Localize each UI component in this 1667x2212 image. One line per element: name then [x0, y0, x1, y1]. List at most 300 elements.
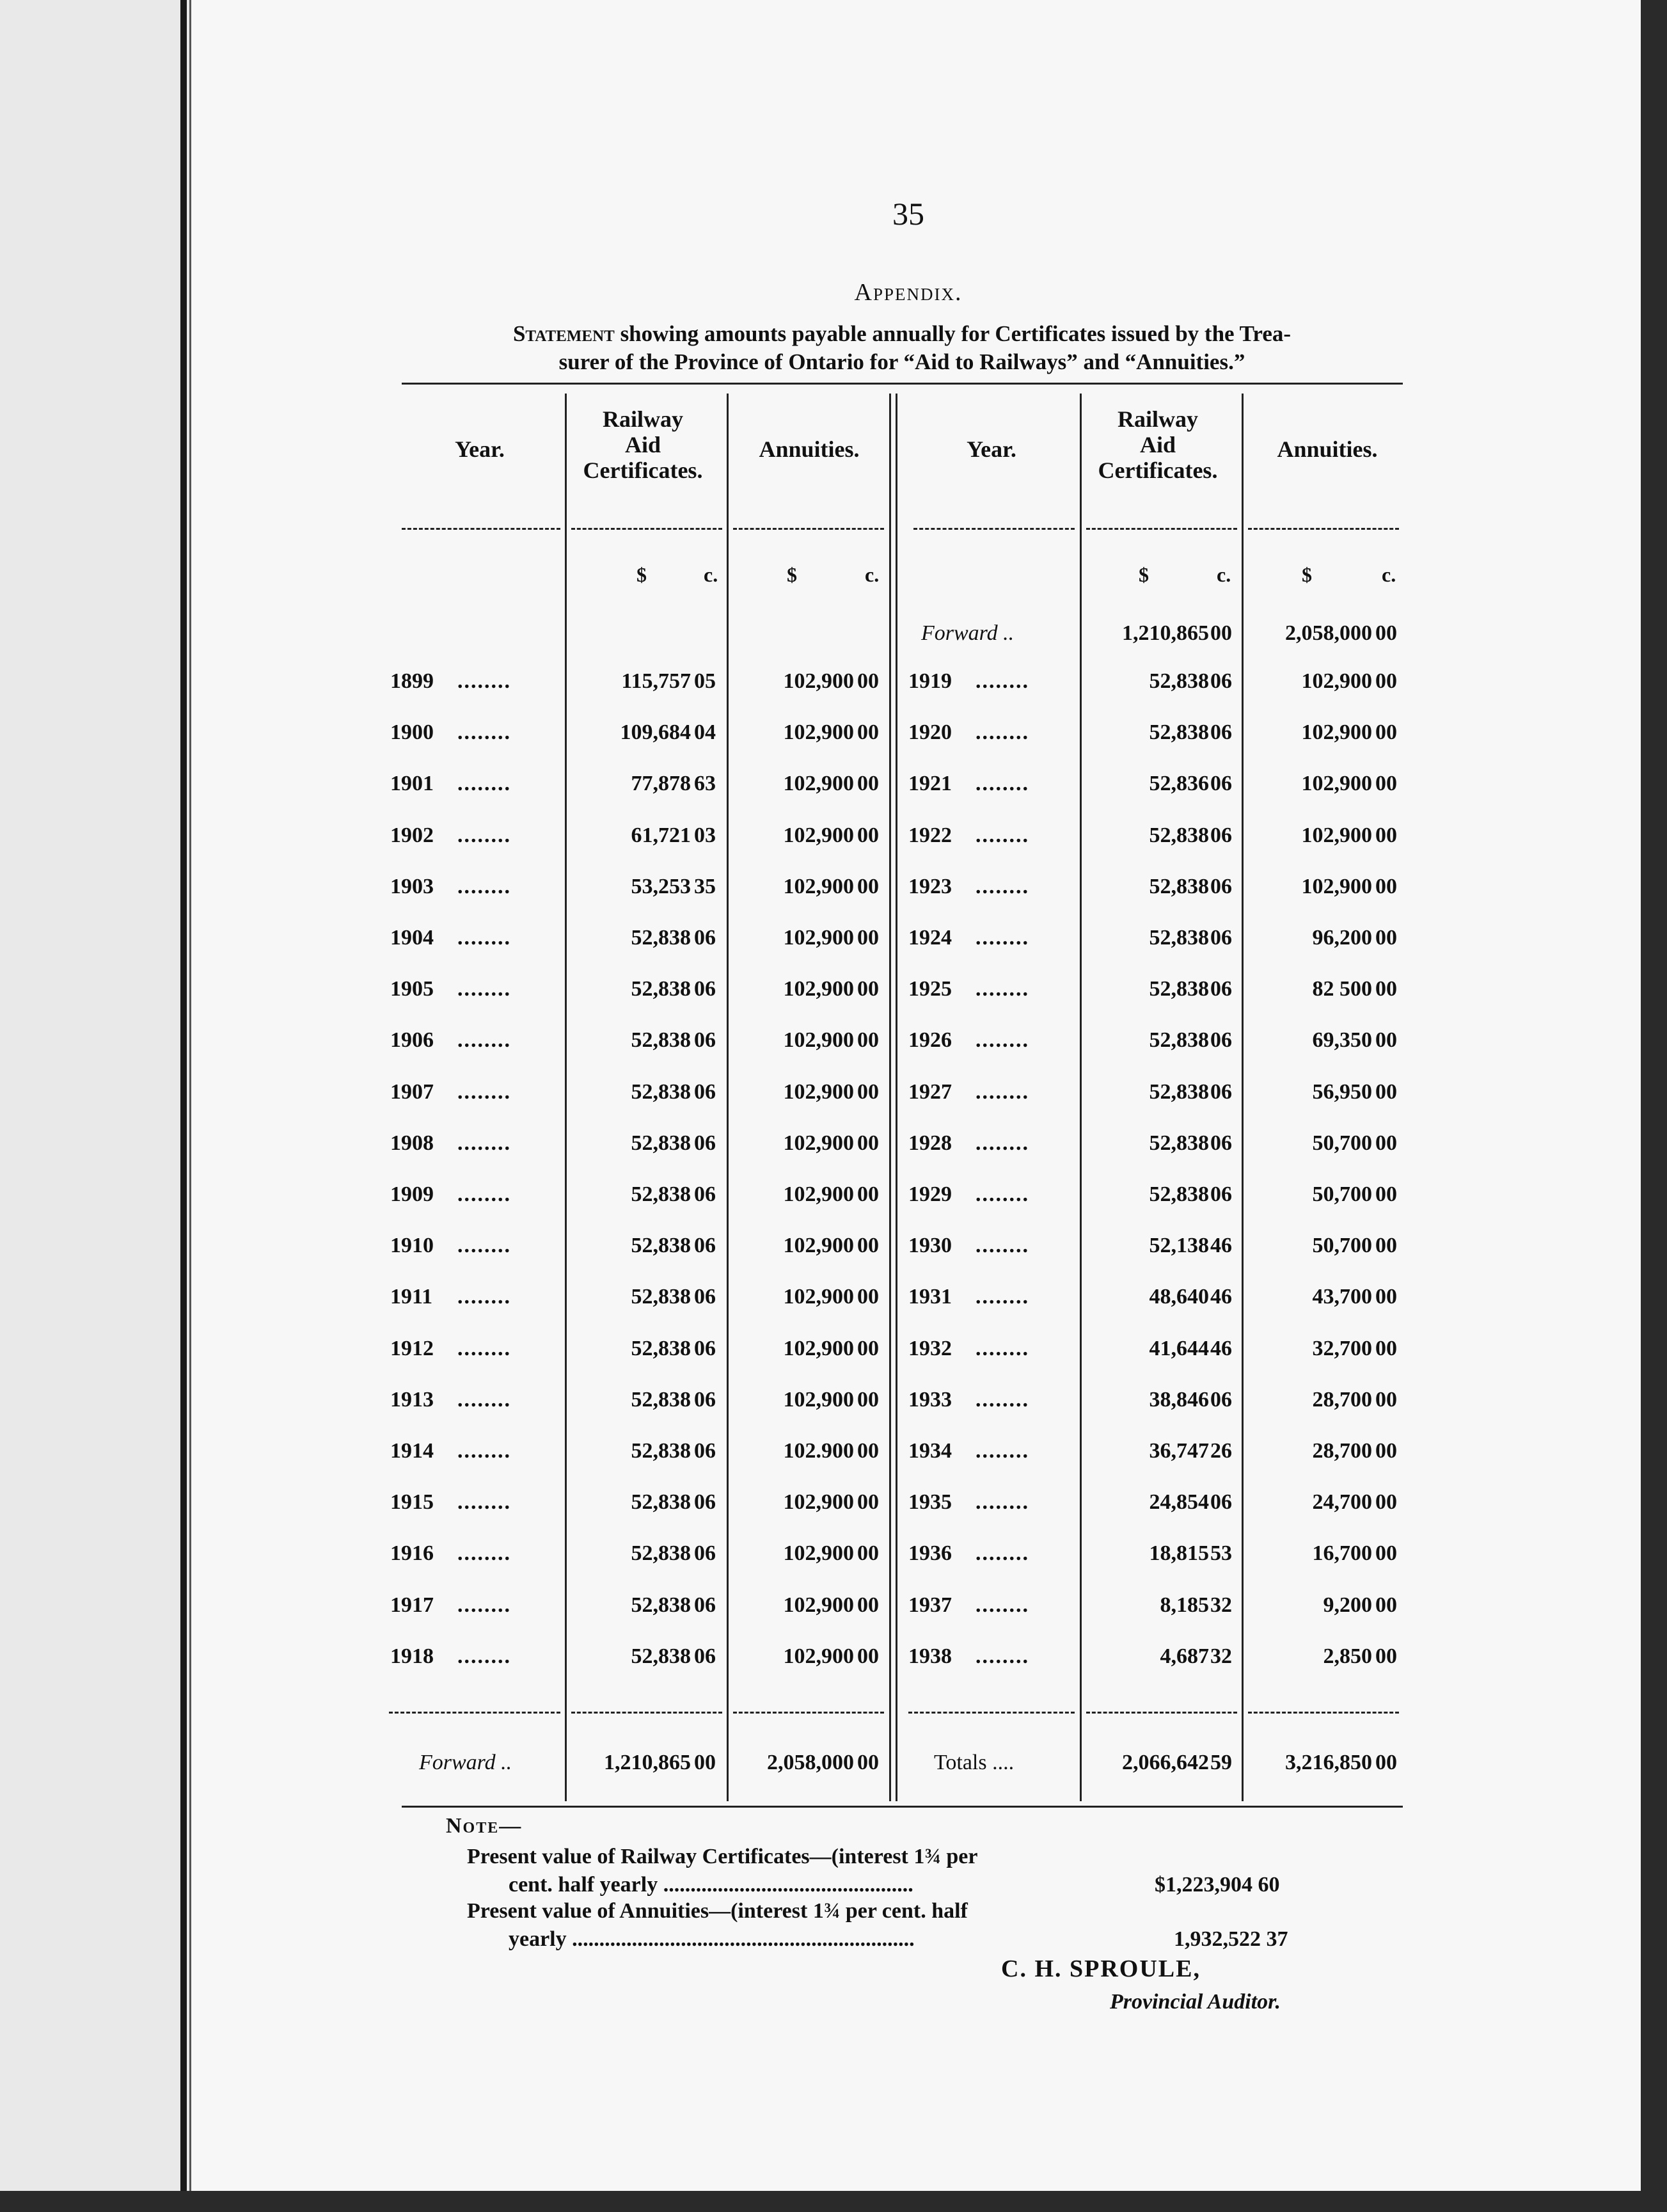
leader-dots: ........: [457, 1490, 511, 1515]
table-row: [902, 919, 1407, 957]
row-year: 1936: [908, 1541, 952, 1566]
page-edge-bottom: [0, 2191, 1667, 2212]
table-row: [384, 1021, 889, 1060]
row-annuities-dollars: 96,200: [1312, 926, 1372, 950]
leader-dots: ........: [457, 720, 511, 745]
row-annuities-cents: 00: [1375, 720, 1397, 745]
table-row: [902, 1175, 1407, 1214]
row-annuities-dollars: 102,900: [783, 977, 854, 1001]
table-row: [902, 1330, 1407, 1368]
row-railway-dollars: 52,838: [631, 1234, 691, 1258]
binding-edge: [180, 0, 187, 2212]
leader-dots: ........: [976, 1079, 1029, 1104]
footer-totals-annuities-dollars: 3,216,850: [1285, 1751, 1372, 1774]
row-railway-dollars: 52,838: [631, 1593, 691, 1617]
row-annuities-dollars: 32,700: [1312, 1336, 1372, 1360]
row-year: 1904: [390, 926, 434, 950]
row-annuities-cents: 00: [1375, 1644, 1397, 1668]
table-row: [902, 1637, 1407, 1676]
row-annuities-cents: 00: [1375, 1285, 1397, 1309]
row-year: 1911: [390, 1285, 433, 1309]
table-row: [902, 713, 1407, 752]
table-row: [902, 1021, 1407, 1060]
row-annuities-dollars: 102,900: [1301, 874, 1372, 898]
table-row: [384, 1124, 889, 1163]
row-year: 1920: [908, 720, 952, 745]
leader-dots: ........: [976, 1439, 1029, 1463]
leader-dots: ........: [457, 1182, 511, 1206]
row-annuities-dollars: 102,900: [783, 1541, 854, 1566]
leader-dots: ........: [976, 1541, 1029, 1566]
row-railway-dollars: 61,721: [631, 823, 691, 847]
header-annuities-right: Annuities.: [1277, 436, 1378, 462]
statement-line2: surer of the Province of Ontario for “Aid to Railways” and “Annuities.”: [558, 349, 1245, 374]
row-year: 1930: [908, 1234, 952, 1258]
footer-forward-annuities-cents: 00: [857, 1751, 879, 1774]
table-row: [902, 1124, 1407, 1163]
row-annuities-cents: 00: [857, 1490, 879, 1515]
leader-dots: ........: [457, 1234, 511, 1258]
row-year: 1918: [390, 1644, 434, 1668]
row-year: 1905: [390, 977, 434, 1001]
table-row: [384, 713, 889, 752]
table-row: [902, 1432, 1407, 1470]
row-annuities-cents: 00: [857, 1285, 879, 1309]
table-row: [902, 1073, 1407, 1111]
leader-dots: ........: [976, 1490, 1029, 1515]
leader-dots: ........: [457, 1644, 511, 1668]
row-railway-dollars: 52,838: [1149, 977, 1209, 1001]
row-annuities-cents: 00: [857, 1131, 879, 1155]
table-row: [902, 1227, 1407, 1265]
row-annuities-cents: 00: [1375, 1131, 1397, 1155]
row-year: 1916: [390, 1541, 434, 1566]
table-top-rule: [402, 383, 1403, 385]
row-railway-dollars: 48,640: [1149, 1285, 1209, 1309]
row-annuities-cents: 00: [1375, 1079, 1397, 1104]
row-railway-dollars: 52,838: [631, 1439, 691, 1463]
row-annuities-dollars: 56,950: [1312, 1079, 1372, 1104]
table-row: [384, 1278, 889, 1316]
footer-dash: [1248, 1712, 1399, 1715]
row-railway-cents: 06: [694, 1336, 716, 1360]
row-railway-cents: 06: [1210, 1131, 1232, 1155]
row-railway-dollars: 24,854: [1149, 1490, 1209, 1515]
footer-forward-text: Forward ..: [419, 1751, 512, 1774]
footer-totals-railway-dollars: 2,066,642: [1122, 1751, 1209, 1774]
forward-railway-cents: 00: [1210, 621, 1232, 645]
table-row: [902, 662, 1407, 701]
footer-dash: [733, 1712, 884, 1715]
leader-dots: ........: [976, 772, 1029, 796]
table-row: [384, 1227, 889, 1265]
leader-dots: ........: [457, 823, 511, 847]
leader-dots: ........: [457, 1336, 511, 1360]
footer-totals-label: Totals ....: [934, 1751, 1015, 1774]
row-railway-cents: 06: [1210, 874, 1232, 898]
row-annuities-cents: 00: [1375, 1593, 1397, 1617]
row-railway-dollars: 52,838: [1149, 926, 1209, 950]
row-year: 1938: [908, 1644, 952, 1668]
row-railway-cents: 06: [694, 1131, 716, 1155]
table-row: [902, 816, 1407, 855]
footer-forward-railway-cents: 00: [694, 1751, 716, 1774]
leader-dots: ........: [976, 1131, 1029, 1155]
row-annuities-cents: 00: [857, 823, 879, 847]
row-year: 1922: [908, 823, 952, 847]
row-year: 1912: [390, 1336, 434, 1360]
row-railway-cents: 06: [1210, 1182, 1232, 1206]
row-railway-dollars: 52,838: [631, 1541, 691, 1566]
footer-forward-railway-dollars: 1,210,865: [604, 1751, 691, 1774]
row-railway-dollars: 52,838: [1149, 1028, 1209, 1053]
signature-name: C. H. SPROULE,: [1001, 1955, 1201, 1982]
row-year: 1924: [908, 926, 952, 950]
header-railway-left: [563, 406, 723, 483]
note-line-4: yearly ...............................................................: [509, 1927, 915, 1951]
row-year: 1927: [908, 1079, 952, 1104]
row-railway-dollars: 52,838: [631, 977, 691, 1001]
header-railway-line1: Railway: [1118, 406, 1198, 432]
footer-forward-row: [384, 1744, 889, 1782]
row-railway-dollars: 52,838: [631, 1336, 691, 1360]
signature-title: Provincial Auditor.: [1110, 1990, 1281, 2014]
row-railway-dollars: 52,836: [1149, 772, 1209, 796]
forward-railway-dollars: 1,210,865: [1122, 621, 1209, 645]
row-annuities-dollars: 102,900: [783, 1387, 854, 1412]
footer-forward-annuities-dollars: 2,058,000: [767, 1751, 854, 1774]
row-annuities-cents: 00: [857, 926, 879, 950]
row-year: 1909: [390, 1182, 434, 1206]
table-row: [384, 765, 889, 803]
row-railway-cents: 06: [1210, 720, 1232, 745]
footer-dash: [908, 1712, 1075, 1715]
row-year: 1910: [390, 1234, 434, 1258]
forward-label: [921, 614, 1014, 653]
row-annuities-cents: 00: [1375, 1439, 1397, 1463]
row-annuities-cents: 00: [857, 1644, 879, 1668]
row-railway-dollars: 52,838: [631, 926, 691, 950]
leader-dots: ........: [457, 977, 511, 1001]
leader-dots: ........: [457, 1285, 511, 1309]
row-railway-dollars: 4,687: [1160, 1644, 1209, 1668]
note-value-2: 1,932,522 37: [1174, 1927, 1288, 1951]
row-railway-dollars: 52,838: [1149, 1131, 1209, 1155]
column-rule-double: [896, 394, 897, 1801]
row-annuities-dollars: 102,900: [1301, 720, 1372, 745]
row-annuities-cents: 00: [1375, 1182, 1397, 1206]
forward-row: [902, 614, 1407, 653]
header-year-left: Year.: [455, 436, 505, 462]
table-row: [384, 919, 889, 957]
row-annuities-dollars: 102,900: [783, 1028, 854, 1053]
row-railway-dollars: 52,838: [1149, 720, 1209, 745]
row-year: 1921: [908, 772, 952, 796]
table-row: [384, 1073, 889, 1111]
row-railway-dollars: 52,838: [631, 1182, 691, 1206]
footer-totals-railway-cents: 59: [1210, 1751, 1232, 1774]
row-annuities-cents: 00: [857, 1234, 879, 1258]
row-annuities-dollars: 102,900: [1301, 669, 1372, 693]
row-railway-cents: 06: [694, 977, 716, 1001]
row-railway-dollars: 38,846: [1149, 1387, 1209, 1412]
forward-text: Forward ..: [921, 621, 1015, 645]
row-annuities-dollars: 102,900: [1301, 823, 1372, 847]
table-row: [384, 868, 889, 906]
row-railway-cents: 06: [694, 1439, 716, 1463]
row-annuities-dollars: 9,200: [1323, 1593, 1372, 1617]
row-year: 1933: [908, 1387, 952, 1412]
row-annuities-cents: 00: [1375, 874, 1397, 898]
leader-dots: ........: [976, 926, 1029, 950]
row-railway-cents: 35: [694, 874, 716, 898]
header-dash: [571, 528, 722, 532]
row-annuities-cents: 00: [1375, 669, 1397, 693]
row-railway-cents: 06: [1210, 669, 1232, 693]
row-annuities-dollars: 102,900: [783, 1234, 854, 1258]
statement-line1: showing amounts payable annually for Certificates issued by the Trea-: [614, 321, 1292, 346]
row-annuities-cents: 00: [1375, 1541, 1397, 1566]
row-annuities-dollars: 50,700: [1312, 1131, 1372, 1155]
header-year-right: Year.: [967, 436, 1016, 462]
row-railway-cents: 46: [1210, 1336, 1232, 1360]
row-railway-dollars: 52,838: [1149, 823, 1209, 847]
row-annuities-dollars: 43,700: [1312, 1285, 1372, 1309]
leader-dots: ........: [457, 874, 511, 898]
row-year: 1935: [908, 1490, 952, 1515]
row-annuities-cents: 00: [857, 874, 879, 898]
row-railway-dollars: 115,757: [621, 669, 691, 693]
leader-dots: ........: [976, 977, 1029, 1001]
header-railway-line3: Certificates.: [1098, 458, 1218, 483]
row-annuities-dollars: 102,900: [783, 823, 854, 847]
row-annuities-dollars: 2,850: [1323, 1644, 1372, 1668]
note-line-1: Present value of Railway Certificates—(interest 1¾ per: [467, 1845, 978, 1868]
row-railway-cents: 06: [694, 1490, 716, 1515]
row-annuities-dollars: 102.900: [783, 1439, 854, 1463]
row-year: 1917: [390, 1593, 434, 1617]
row-annuities-dollars: 69,350: [1312, 1028, 1372, 1053]
leader-dots: ........: [976, 1234, 1029, 1258]
footer-dash: [1086, 1712, 1237, 1715]
row-railway-dollars: 52,138: [1149, 1234, 1209, 1258]
row-annuities-cents: 00: [857, 1079, 879, 1104]
header-railway-line1: Railway: [603, 406, 683, 432]
header-dash: [733, 528, 884, 532]
header-dash: [1086, 528, 1237, 532]
table-row: [384, 662, 889, 701]
row-railway-cents: 06: [1210, 772, 1232, 796]
header-annuities-left: Annuities.: [759, 436, 860, 462]
forward-annuities-cents: 00: [1375, 621, 1397, 645]
row-annuities-cents: 00: [1375, 977, 1397, 1001]
row-annuities-cents: 00: [857, 772, 879, 796]
row-annuities-dollars: 102,900: [783, 1336, 854, 1360]
leader-dots: ........: [976, 669, 1029, 693]
table-row: [902, 1483, 1407, 1522]
row-annuities-dollars: 50,700: [1312, 1234, 1372, 1258]
page-number: 35: [892, 196, 924, 232]
statement-lead: Statement: [512, 321, 615, 346]
note-line-3: Present value of Annuities—(interest 1¾ per cent. half: [467, 1899, 968, 1923]
table-row: [384, 1586, 889, 1625]
footer-dash: [571, 1712, 722, 1715]
table-row: [384, 816, 889, 855]
header-dash: [402, 528, 560, 532]
row-annuities-cents: 00: [857, 977, 879, 1001]
table-row: [384, 1381, 889, 1419]
row-railway-dollars: 53,253: [631, 874, 691, 898]
row-annuities-cents: 00: [857, 1541, 879, 1566]
row-railway-cents: 06: [694, 926, 716, 950]
header-dash: [913, 528, 1075, 532]
note-value-1: $1,223,904 60: [1155, 1873, 1280, 1897]
row-annuities-cents: 00: [1375, 823, 1397, 847]
row-annuities-dollars: 102,900: [783, 1131, 854, 1155]
row-railway-cents: 32: [1210, 1593, 1232, 1617]
header-railway-line2: Aid: [624, 432, 661, 458]
row-railway-cents: 46: [1210, 1234, 1232, 1258]
leader-dots: ........: [457, 772, 511, 796]
row-railway-cents: 06: [1210, 977, 1232, 1001]
row-railway-dollars: 41,644: [1149, 1336, 1209, 1360]
row-railway-cents: 06: [694, 1285, 716, 1309]
row-year: 1926: [908, 1028, 952, 1053]
column-rule-double: [889, 394, 891, 1801]
row-year: 1906: [390, 1028, 434, 1053]
row-annuities-dollars: 102,900: [783, 1593, 854, 1617]
row-railway-dollars: 52,838: [1149, 1079, 1209, 1104]
leader-dots: ........: [976, 1285, 1029, 1309]
table-row: [384, 1175, 889, 1214]
table-row: [902, 765, 1407, 803]
leader-dots: ........: [976, 720, 1029, 745]
leader-dots: ........: [976, 874, 1029, 898]
page-edge-right: [1641, 0, 1667, 2212]
table-row: [384, 1483, 889, 1522]
row-annuities-dollars: 50,700: [1312, 1182, 1372, 1206]
row-railway-cents: 06: [694, 1028, 716, 1053]
forward-annuities-dollars: 2,058,000: [1285, 621, 1372, 645]
row-railway-dollars: 52,838: [631, 1387, 691, 1412]
row-railway-cents: 06: [1210, 1387, 1232, 1412]
row-annuities-cents: 00: [857, 1182, 879, 1206]
row-railway-dollars: 52,838: [631, 1079, 691, 1104]
row-railway-dollars: 8,185: [1160, 1593, 1209, 1617]
row-railway-dollars: 52,838: [631, 1285, 691, 1309]
row-annuities-dollars: 102,900: [783, 669, 854, 693]
row-annuities-cents: 00: [857, 1336, 879, 1360]
row-railway-dollars: 52,838: [1149, 669, 1209, 693]
row-railway-cents: 06: [1210, 1490, 1232, 1515]
table-row: [384, 1432, 889, 1470]
row-railway-dollars: 52,838: [1149, 1182, 1209, 1206]
table-row: [902, 868, 1407, 906]
table-row: [902, 1381, 1407, 1419]
row-annuities-cents: 00: [857, 1593, 879, 1617]
unit-dollar: $: [1139, 563, 1149, 586]
table-row: [384, 1330, 889, 1368]
row-year: 1923: [908, 874, 952, 898]
row-railway-cents: 06: [694, 1593, 716, 1617]
row-annuities-cents: 00: [857, 1387, 879, 1412]
row-railway-cents: 06: [1210, 926, 1232, 950]
header-railway-line2: Aid: [1139, 432, 1176, 458]
note-line-2: cent. half yearly ..............................................: [509, 1873, 913, 1897]
row-annuities-cents: 00: [857, 1439, 879, 1463]
leader-dots: ........: [457, 1387, 511, 1412]
table-row: [384, 970, 889, 1008]
row-annuities-dollars: 28,700: [1312, 1387, 1372, 1412]
unit-dollar: $: [636, 563, 647, 586]
row-railway-dollars: 52,838: [1149, 874, 1209, 898]
unit-cents: c.: [865, 563, 880, 586]
footer-totals-annuities-cents: 00: [1375, 1751, 1397, 1774]
row-railway-dollars: 109,684: [620, 720, 691, 745]
leader-dots: ........: [457, 926, 511, 950]
leader-dots: ........: [457, 1079, 511, 1104]
header-dash: [1248, 528, 1399, 532]
row-year: 1908: [390, 1131, 434, 1155]
row-year: 1913: [390, 1387, 434, 1412]
leader-dots: ........: [976, 1336, 1029, 1360]
row-railway-cents: 06: [694, 1234, 716, 1258]
row-annuities-dollars: 102,900: [783, 1079, 854, 1104]
row-annuities-cents: 00: [857, 720, 879, 745]
row-annuities-cents: 00: [1375, 1028, 1397, 1053]
row-railway-dollars: 52,838: [631, 1028, 691, 1053]
row-year: 1915: [390, 1490, 434, 1515]
row-annuities-dollars: 102,900: [783, 1182, 854, 1206]
row-annuities-dollars: 28,700: [1312, 1439, 1372, 1463]
row-year: 1934: [908, 1439, 952, 1463]
leader-dots: ........: [976, 1644, 1029, 1668]
unit-cents: c.: [1217, 563, 1231, 586]
note-heading: Note—: [446, 1814, 523, 1838]
leader-dots: ........: [976, 1028, 1029, 1053]
row-year: 1914: [390, 1439, 434, 1463]
row-year: 1925: [908, 977, 952, 1001]
row-railway-dollars: 77,878: [631, 772, 691, 796]
row-railway-dollars: 52,838: [631, 1490, 691, 1515]
table-row: [384, 1534, 889, 1573]
row-annuities-dollars: 16,700: [1312, 1541, 1372, 1566]
row-annuities-cents: 00: [1375, 1490, 1397, 1515]
row-year: 1901: [390, 772, 434, 796]
row-railway-cents: 04: [694, 720, 716, 745]
appendix-title: Appendix.: [854, 279, 963, 306]
row-year: 1937: [908, 1593, 952, 1617]
table-row: [902, 1534, 1407, 1573]
row-annuities-cents: 00: [857, 669, 879, 693]
table-bottom-rule: [402, 1806, 1403, 1808]
row-railway-cents: 06: [694, 1541, 716, 1566]
header-railway-right: [1078, 406, 1238, 483]
leader-dots: ........: [976, 1182, 1029, 1206]
header-railway-line3: Certificates.: [583, 458, 703, 483]
row-railway-cents: 46: [1210, 1285, 1232, 1309]
row-railway-cents: 32: [1210, 1644, 1232, 1668]
footer-dash: [389, 1712, 560, 1715]
table-row: [902, 1278, 1407, 1316]
row-annuities-dollars: 102,900: [783, 1285, 854, 1309]
leader-dots: ........: [457, 1439, 511, 1463]
row-annuities-cents: 00: [1375, 926, 1397, 950]
row-railway-dollars: 36,747: [1149, 1439, 1209, 1463]
row-railway-cents: 06: [694, 1182, 716, 1206]
leader-dots: ........: [457, 669, 511, 693]
row-year: 1931: [908, 1285, 952, 1309]
